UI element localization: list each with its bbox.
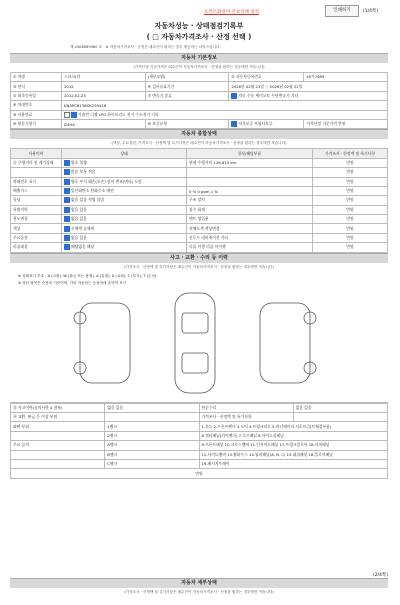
cell-text: 주요옵션 (13, 235, 28, 241)
cell (313, 224, 388, 233)
table-row (11, 158, 388, 167)
cell-text: 양호 부식 훼손(오손) 상이 변조(변타) 도말 (71, 178, 142, 184)
checkbox-icon[interactable] (71, 112, 77, 118)
table-row (11, 101, 388, 110)
col-header: 상태 (62, 149, 187, 158)
basic-info-note: (가격산정 기준가격은 매수인이 자동차가격조사 · 산정을 원하는 경우에만 적습니다) (133, 65, 265, 69)
cell: ⑩ 보증유형 (145, 119, 229, 128)
cell: ⑤ 최초등록일 (11, 91, 62, 100)
fuel-options: 가솔린 디젤 LPG 하이브리드 전기 수소전기 기타 (78, 111, 159, 117)
cell-text: ⑭ 교환, 판금 등 이상 부위 (13, 414, 58, 420)
cell: 45가7659 (304, 73, 388, 82)
table-row (11, 168, 388, 177)
overall-heading: 자동차 종합상태 (10, 129, 388, 139)
cell (105, 441, 199, 450)
cell-text: A랭크 (107, 442, 118, 448)
accident-note: (가격조사 · 산정액 및 특기사항은 매수인이 자동차가격조사 · 산정을 원하는 경우에만 적습니다) (124, 264, 274, 269)
checkbox-icon[interactable] (64, 169, 70, 175)
basic-info-table (10, 72, 388, 129)
cell-text: 무채색 유채색 (71, 225, 95, 231)
cell-text: 구조 장치 (189, 197, 205, 203)
checkbox-icon[interactable] (64, 112, 70, 118)
cell-text: 특별이력 (13, 206, 28, 212)
cell (11, 177, 62, 186)
cell (199, 459, 388, 468)
cell (199, 441, 388, 450)
cell-text: 6.쿼터패널(리어펜더) 7.루프패널 8.사이드실패널 (201, 433, 284, 438)
cell (11, 422, 105, 431)
car-diagram-area (10, 274, 388, 403)
cell (62, 186, 187, 195)
checkbox-icon[interactable] (64, 216, 70, 222)
table-row (11, 233, 388, 242)
cell-text: 없음 있음 (71, 216, 87, 222)
legend-line-1: ※ 상태표시 부호 : X (교환), W (판금 또는 용접), A (흠집), U (요철), C (부식), T (손상) (18, 273, 157, 278)
cell-text: 1.후드 2.프론트펜더 3.도어 4.트렁크리드 5.라디에이터 서포트(볼트체결부품) (201, 423, 332, 429)
cell (293, 413, 387, 422)
price-unit: 만원 (195, 470, 203, 476)
cell (11, 450, 105, 459)
cell (11, 403, 105, 412)
cell (199, 413, 293, 422)
cell (105, 431, 199, 440)
cell-text: 만원 (346, 188, 354, 194)
cell-text: 용도변경 (13, 216, 28, 222)
cell (105, 403, 199, 412)
cell: ④ 검사유효기간 (145, 82, 229, 91)
table-row (11, 469, 388, 478)
cell (187, 158, 313, 167)
cell (62, 205, 187, 214)
basic-info-heading: 자동차 기본정보 (10, 53, 388, 63)
transmission-options: 자동 수동 세미오토 무단변속기 기타 (238, 92, 299, 98)
cell-text: 주요 골격 (13, 442, 29, 448)
cell-text: 없음 있음 (295, 404, 312, 410)
cell: ⑧ 사용연료 (11, 110, 62, 119)
checkbox-icon[interactable] (231, 93, 237, 99)
cell: 2012.02.23 (62, 91, 146, 100)
cell (11, 186, 62, 195)
cell: ① 차명 (11, 73, 62, 82)
cell: KNAPC813BCK259416 (62, 101, 388, 110)
cell-text: 없음 있음 적법 불법 (71, 197, 104, 203)
cell: 2026년 02월 23일 ~ 2026년 02월 22일 (229, 82, 388, 91)
cell-text: 차대번호 표기 (13, 178, 37, 184)
col-header: 항목/해당부품 (187, 149, 313, 158)
cell (62, 168, 187, 177)
cell-text: 2랭크 (107, 433, 118, 438)
checkbox-icon[interactable] (64, 244, 70, 250)
table-row (11, 91, 388, 100)
table-row (11, 224, 388, 233)
cell (313, 186, 388, 195)
cell (11, 215, 62, 224)
cell-text: ⑪ 주행거리 및 계기상태 (13, 159, 54, 165)
cell-text: 양호 불량 (71, 159, 87, 165)
cell (187, 177, 313, 186)
accident-table (10, 403, 388, 479)
detail-heading: 자동차 세부상태 (10, 578, 388, 588)
cell-text: 없음 있음 (71, 235, 87, 241)
cell-text: 해당없음 해당 (71, 244, 95, 250)
cell (105, 459, 199, 468)
cell-text: 없음 있음 (107, 404, 124, 410)
cell (11, 441, 105, 450)
cell-text: 단순수리 (201, 404, 217, 410)
price-label: 가격산정 기준가격 (306, 121, 337, 127)
cell (229, 119, 304, 128)
table-header-row (11, 149, 388, 158)
table-row (11, 243, 388, 252)
footer-page-number: (2/4쪽) (372, 573, 388, 578)
table-row (11, 119, 388, 128)
cell (11, 233, 62, 242)
cell-text: 만원 (346, 197, 354, 203)
top-bar (0, 0, 400, 22)
cell-text: 0 % 0 ppm 1 % (189, 188, 219, 194)
checkbox-icon[interactable] (231, 121, 237, 127)
cell (11, 431, 105, 440)
cell: 2012 (62, 82, 146, 91)
cell (313, 233, 388, 242)
accident-heading: 사고 · 교환 · 수리 등 이력 (10, 253, 388, 263)
cell: D4HA (62, 119, 146, 128)
table-row (11, 441, 388, 450)
cell (62, 177, 187, 186)
doc-number: 제 2408069480 호 (70, 45, 103, 49)
cell (187, 233, 313, 242)
cell-text: 현재 주행거리 128,810 km (189, 159, 237, 165)
table-row (11, 431, 388, 440)
cell-text: 침수 화재 (189, 206, 205, 212)
price-unit: 만원 (338, 121, 346, 127)
car-diagram-icon (10, 288, 388, 400)
cell-text: 튜닝 (13, 197, 21, 203)
cell (313, 205, 388, 214)
checkbox-icon[interactable] (64, 235, 70, 241)
cell (62, 158, 187, 167)
legend-line-2: ※ 하단 항목은 승용차 기준이며, 기타 자동차는 승용차에 준하여 표시 (18, 280, 127, 285)
checkbox-icon[interactable] (64, 197, 70, 203)
cell (187, 168, 313, 177)
cell (293, 403, 387, 412)
cell (313, 243, 388, 252)
cell-text: B랭크 (107, 451, 118, 457)
cell-text: 12.사이드멤버 13.휠하우스 14.필러패널(A, B, C) 15.대쉬패널 16.플로어패널 (201, 451, 333, 457)
table-row (11, 459, 388, 468)
cell: ⑨ 원동기형식 (11, 119, 62, 128)
cell (11, 459, 105, 468)
checkbox-icon[interactable] (64, 160, 70, 166)
checkbox-icon[interactable] (64, 188, 70, 194)
cell (11, 224, 62, 233)
cell-text: 19.패키지트레이 (201, 461, 230, 467)
table-row (11, 215, 388, 224)
overall-note: (색상, 주요옵션, 가격조사 · 산정액 및 특기사항은 매수인이 자동차가격조사 · 산정을 원하는 경우에만 적습니다) (111, 141, 287, 146)
cell (105, 413, 199, 422)
cell (199, 403, 293, 412)
table-row (11, 205, 388, 214)
cell (62, 110, 388, 119)
cell (62, 215, 187, 224)
cell (187, 215, 313, 224)
cell (313, 168, 388, 177)
cell: ⑥ 차대번호 (11, 101, 62, 110)
cell (187, 186, 313, 195)
warranty-options: 자가보증 보험사보증 (238, 121, 273, 127)
cell-text: 만원 (346, 178, 354, 184)
table-row (11, 403, 388, 412)
cell (105, 422, 199, 431)
header-note: ※ 자동차가격조사 · 산정은 매수인이 원하는 경우 제공하는 서비스입니다. (105, 45, 221, 49)
cell-text: 선루프 네비게이션 기타 (189, 235, 229, 241)
cell-text: 만원 (346, 225, 354, 231)
cell-text: 만원 (346, 244, 354, 250)
cell: 스파크(차 (62, 73, 146, 82)
cell (11, 158, 62, 167)
document-title: 자동차성능 · 상태점검기록부 (154, 22, 244, 30)
cell (62, 243, 187, 252)
cell (11, 196, 62, 205)
cell-text: 리콜대상 (13, 244, 28, 250)
checkbox-icon[interactable] (64, 207, 70, 213)
cell (313, 215, 388, 224)
cell-text: 일산화탄소 탄화수소 매연 (71, 188, 114, 194)
cell-text: 많음 보통 적음 (71, 169, 96, 175)
cell-text: 없음 있음 (71, 206, 87, 212)
cell-text: ⑬ 사고이력(유의사항 4 참조) (13, 404, 63, 410)
table-row (11, 82, 388, 91)
cell-text: 색상 (13, 225, 21, 231)
table-row (11, 413, 388, 422)
checkbox-icon[interactable] (64, 226, 70, 232)
cell (304, 119, 388, 128)
page-footer (10, 572, 388, 597)
cell-text: C랭크 (107, 461, 118, 467)
cell-text: 배출가스 (13, 188, 28, 194)
cell (199, 450, 388, 459)
cell-text: 만원 (346, 159, 354, 165)
document-subtitle: ( □ 자동차가격조사 · 산정 선택 ) (146, 33, 252, 41)
page-number: (1/4쪽) (363, 9, 379, 14)
cell: ② 자동차등록번호 (229, 73, 304, 82)
cell-text: 전체도색 색상변경 (189, 225, 220, 231)
cell (187, 243, 313, 252)
table-row (11, 422, 388, 431)
table-row (11, 73, 388, 82)
overall-table (10, 148, 388, 252)
cell (187, 224, 313, 233)
cell (11, 469, 388, 478)
cell (199, 422, 388, 431)
cell (105, 450, 199, 459)
doc-number-line (70, 45, 388, 50)
cell (11, 413, 105, 422)
cell (11, 205, 62, 214)
col-header: 사용이력 (11, 149, 62, 158)
cell: ③ 연식 (11, 82, 62, 91)
cell: (세부모델) (145, 73, 229, 82)
cell-text: 만원 (346, 206, 354, 212)
cell (187, 196, 313, 205)
cell (11, 243, 62, 252)
cell-text: 만원 (346, 235, 354, 241)
cell-text: 1랭크 (107, 423, 118, 429)
table-row (11, 177, 388, 186)
cell (199, 431, 388, 440)
table-row (11, 196, 388, 205)
print-button[interactable]: 인쇄하기 (325, 5, 359, 17)
detail-note: (가격조사 · 산정액 및 특기사항은 매수인이 자동차가격조사 · 산정을 원하는 경우에만 적습니다) (124, 590, 274, 594)
table-row (11, 186, 388, 195)
cell: ⑦ 변속기 종류 (145, 91, 229, 100)
cell (62, 224, 187, 233)
table-row (11, 110, 388, 119)
table-row (11, 450, 388, 459)
cell (187, 205, 313, 214)
cell (313, 158, 388, 167)
cell-text: 만원 (346, 216, 354, 222)
cell (11, 168, 62, 177)
cell-text: 리콜 이행 리콜 미이행 (189, 244, 226, 250)
cell-text: 만원 (346, 169, 354, 175)
cell-text: 가격조사 · 산정액 및 특기사항 (201, 414, 252, 420)
cell (62, 196, 187, 205)
cell (62, 233, 187, 242)
cell-text: 외판 부위 (13, 423, 29, 429)
cell (313, 196, 388, 205)
inspection-sheet (10, 20, 388, 479)
cell-text: 9.프론트패널 10.크로스멤버 11.인사이드패널 17.트렁크플로어 18.리어패널 (201, 442, 330, 448)
cell (229, 91, 388, 100)
plugin-install-link[interactable]: 프린트화면이 안보일때 설치 (204, 10, 260, 15)
checkbox-icon[interactable] (64, 179, 70, 185)
cell (313, 177, 388, 186)
col-header: 가격조사 · 산정액 및 특기사항 (313, 149, 388, 158)
cell-text: 렌트 영업용 (189, 216, 209, 222)
